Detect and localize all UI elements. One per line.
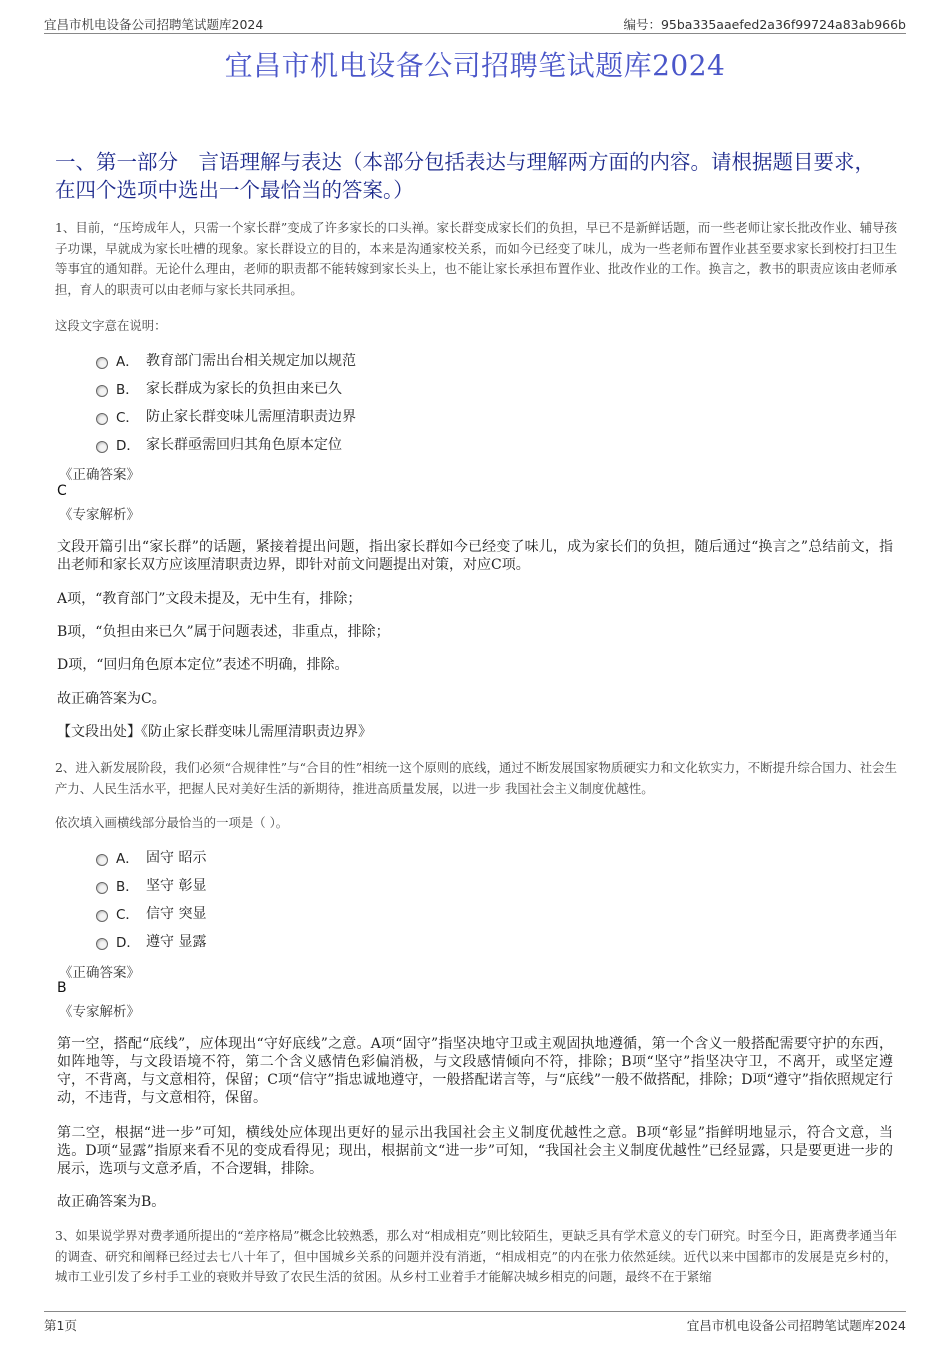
q2-text: 2、进入新发展阶段，我们必须“合规律性”与“合目的性”相统一这个原则的底线，通过不断发展国家物质硬实力和文化软实力，不断提升综合国力、社会生产力、人民生活水平，把握人民对美好生活的新期待，推进高质量发展，以进一步 我国社会主义制度优越性。	[55, 760, 897, 796]
option-letter: B．	[116, 879, 139, 895]
option-letter: D．	[116, 935, 140, 951]
footer-doc-title: 宜昌市机电设备公司招聘笔试题库2024	[686, 1318, 906, 1333]
q1-option-d[interactable]	[96, 430, 356, 458]
document-title: 宜昌市机电设备公司招聘笔试题库2024	[224, 49, 726, 82]
q1-analysis-conclusion: 故正确答案为C。	[57, 691, 166, 707]
radio-icon[interactable]	[96, 910, 108, 922]
radio-icon[interactable]	[96, 938, 108, 950]
q1-analysis-para: A项，“教育部门”文段未提及，无中生有，排除；	[57, 591, 362, 607]
radio-icon[interactable]	[96, 413, 108, 425]
q1-prompt: 这段文字意在说明：	[55, 318, 167, 333]
option-text: 防止家长群变味儿需厘清职责边界	[146, 409, 356, 425]
q2-answer-value: B	[57, 980, 67, 996]
option-letter: A．	[116, 851, 139, 867]
q2-option-b[interactable]	[96, 871, 206, 899]
q1-answer-value: C	[57, 483, 67, 499]
option-text: 坚守 彰显	[146, 878, 207, 894]
option-text: 信守 突显	[146, 906, 207, 922]
q1-text: 1、目前，“压垮成年人，只需一个家长群”变成了许多家长的口头禅。家长群变成家长们的负担，早已不是新鲜话题，而一些老师让家长批改作业、辅导孩子功课，早就成为家长吐槽的现象。家长群设立的目的，本来是沟通家校关系，而如今已经变了味儿，成为一些老师布置作业甚至要求家长到校打扫卫生等事宜的通知群。无论什么理由，老师的职责都不能转嫁到家长头上，也不能让家长承担布置作业、批改作业的工作。换言之，教书的职责应该由老师承担，育人的职责可以由老师与家长共同承担。	[55, 220, 897, 297]
q3-text: 3、如果说学界对费孝通所提出的“差序格局”概念比较熟悉，那么对“相成相克”则比较陌生，更缺乏具有学术意义的专门研究。时至今日，距离费孝通当年的调查、研究和阐释已经过去七八十年了，但中国城乡关系的问题并没有消逝，“相成相克”的内在张力依然延续。近代以来中国都市的发展是克乡村的，城市工业引发了乡村手工业的衰败并导致了农民生活的贫困。从乡村工业着手才能解决城乡相克的问题，最终不在于紧缩	[55, 1228, 897, 1284]
header-doc-id: 编号：95ba335aaefed2a36f99724a83ab966b	[623, 17, 906, 32]
q2-option-c[interactable]	[96, 899, 206, 927]
radio-icon[interactable]	[96, 882, 108, 894]
header-doc-title: 宜昌市机电设备公司招聘笔试题库2024	[44, 17, 264, 32]
section-title: 一、第一部分 言语理解与表达（本部分包括表达与理解两方面的内容。请根据题目要求，在四个选项中选出一个最恰当的答案。）	[55, 150, 875, 202]
q1-analysis-para: 文段开篇引出“家长群”的话题，紧接着提出问题，指出家长群如今已经变了味儿，成为家长们的负担，随后通过“换言之”总结前文，指出老师和家长双方应该厘清职责边界，即针对前文问题提出对策，对应C项。	[57, 539, 893, 573]
q1-options	[96, 346, 356, 458]
option-letter: D．	[116, 438, 140, 454]
q1-analysis-para: D项，“回归角色原本定位”表述不明确，排除。	[57, 657, 349, 673]
option-text: 家长群成为家长的负担由来已久	[146, 381, 342, 397]
q1-analysis-para: B项，“负担由来已久”属于问题表述，非重点，排除；	[57, 624, 390, 640]
option-text: 遵守 显露	[146, 934, 207, 950]
option-text: 家长群亟需回归其角色原本定位	[146, 437, 342, 453]
radio-icon[interactable]	[96, 385, 108, 397]
q2-answer-label: 《正确答案》	[59, 965, 140, 981]
q1-option-c[interactable]	[96, 402, 356, 430]
q1-option-b[interactable]	[96, 374, 356, 402]
radio-icon[interactable]	[96, 854, 108, 866]
q2-analysis-conclusion: 故正确答案为B。	[57, 1194, 166, 1210]
q1-option-a[interactable]	[96, 346, 356, 374]
q2-analysis-para: 第一空，搭配“底线”，应体现出“守好底线”之意。A项“固守”指坚决地守卫或主观固执地遵循，第一个含义一般搭配需要守护的东西，如阵地等，与文段语境不符，第二个含义感情色彩偏消极，与文段感情倾向不符，排除；B项“坚守”指坚决守卫，不离开，或坚定遵守，不背离，与文意相符，保留；C项“信守”指忠诚地遵守，一般搭配诺言等，与“底线”一般不做搭配，排除；D项“遵守”指依照规定行动，不违背，与文意相符，保留。	[57, 1036, 893, 1106]
q1-source: 【文段出处】《防止家长群变味儿需厘清职责边界》	[57, 724, 372, 740]
q2-prompt: 依次填入画横线部分最恰当的一项是（ ）。	[55, 815, 289, 830]
q2-analysis-para: 第二空，根据“进一步”可知，横线处应体现出更好的显示出我国社会主义制度优越性之意。B项“彰显”指鲜明地显示，符合文意，当选。D项“显露”指原来看不见的变成看得见；现出，根据前文“进一步”可知，“我国社会主义制度优越性”已经显露，只是要更进一步的展示，选项与文意矛盾，不合逻辑，排除。	[57, 1125, 893, 1177]
option-letter: A．	[116, 354, 139, 370]
page-footer	[44, 1311, 906, 1335]
q2-analysis-label: 《专家解析》	[59, 1004, 140, 1020]
page-header	[44, 12, 906, 34]
q2-options	[96, 843, 206, 955]
q2-option-a[interactable]	[96, 843, 206, 871]
radio-icon[interactable]	[96, 357, 108, 369]
radio-icon[interactable]	[96, 441, 108, 453]
page-number: 第1页	[44, 1318, 77, 1333]
option-letter: B．	[116, 382, 139, 398]
option-letter: C．	[116, 410, 139, 426]
option-text: 教育部门需出台相关规定加以规范	[146, 353, 356, 369]
option-letter: C．	[116, 907, 139, 923]
option-text: 固守 昭示	[146, 850, 207, 866]
q2-option-d[interactable]	[96, 927, 206, 955]
q1-analysis-label: 《专家解析》	[59, 507, 140, 523]
q1-answer-label: 《正确答案》	[59, 467, 140, 483]
